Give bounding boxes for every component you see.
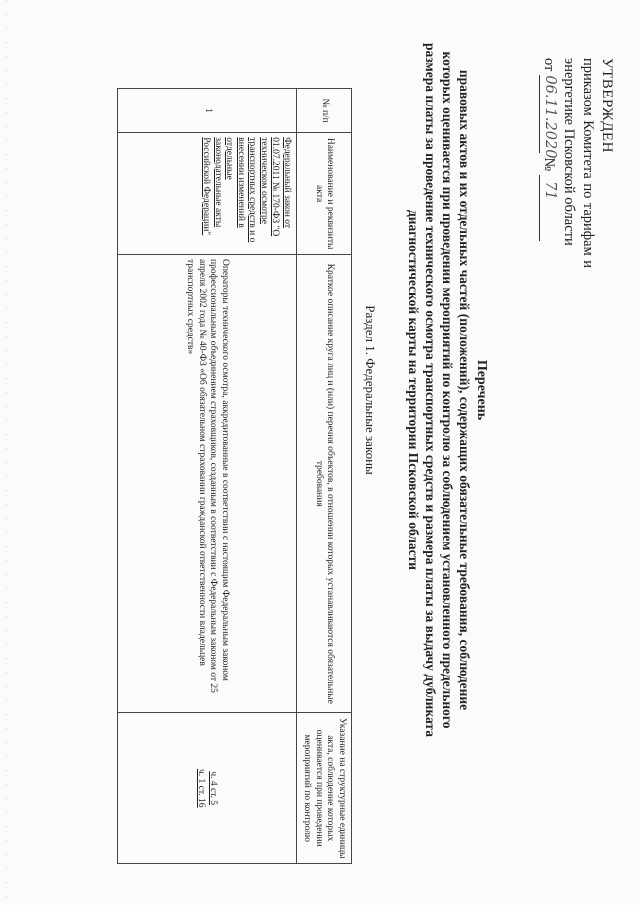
section-title: Раздел 1. Федеральные законы xyxy=(363,305,378,475)
unit-ref-1: ч. 4 ст. 5 xyxy=(208,771,218,806)
approval-date-line xyxy=(539,58,559,268)
unit-ref-2: ч. 1 ст. 16 xyxy=(196,768,206,808)
table-row xyxy=(118,89,297,864)
number-sign: № xyxy=(541,157,557,172)
title-line-3: которых оценивается при проведении мероприятий по контролю за соблюдением установленного предельного xyxy=(440,51,455,729)
approval-org-line: энергетике Псковской области xyxy=(561,58,577,246)
title-line-1: Перечень xyxy=(474,359,489,421)
row-num: 1 xyxy=(118,89,297,133)
handwritten-number: 71 xyxy=(539,175,559,241)
header-name: Наименование и реквизиты акта xyxy=(297,133,352,255)
row-name: Федеральный закон от 01.07.2011 № 170-ФЗ "О техническом осмотре транспортных средств и о внесении изменений в отдельные законодательные акты Российской Федерации" xyxy=(118,133,297,255)
table-header-row xyxy=(297,89,352,864)
title-line-5: диагностической карты на территории Псковской области xyxy=(406,209,421,571)
approval-heading: УТВЕРЖДЕН xyxy=(599,58,615,153)
title-line-2: правовых актов и их отдельных частей (положений), содержащих обязательные требования, соблюдение xyxy=(457,69,472,711)
header-num: № п/п xyxy=(297,89,352,133)
date-prefix: от xyxy=(541,58,557,72)
handwritten-date: 06.11.2020 xyxy=(539,75,559,153)
title-line-4: размера платы за проведение технического осмотра транспортных средств и размера платы за выдачу дубликата xyxy=(423,43,438,737)
requirements-table xyxy=(117,88,352,864)
approval-stamp xyxy=(539,58,616,268)
row-description: Операторы технического осмотра, аккредитованные в соответствии с настоящим Федеральным законом профессиональным объединением страховщиков, созданным в соответствии с Федеральным законом от 25 апреля 2002 года № 40-ФЗ «Об обязательном страховании гражданской ответственности владельцев транспортных средств» xyxy=(118,254,297,713)
header-description: Краткое описание круга лиц и (или) перечня объектов, в отношении которых устанавливаются обязательные требования xyxy=(297,254,352,713)
row-units xyxy=(118,713,297,864)
header-units: Указание на структурные единицы акта, соблюдение которых оценивается при проведении мероприятий по контролю xyxy=(297,713,352,864)
document-title xyxy=(405,40,490,740)
approval-order-line: приказом Комитета по тарифам и xyxy=(580,58,596,268)
